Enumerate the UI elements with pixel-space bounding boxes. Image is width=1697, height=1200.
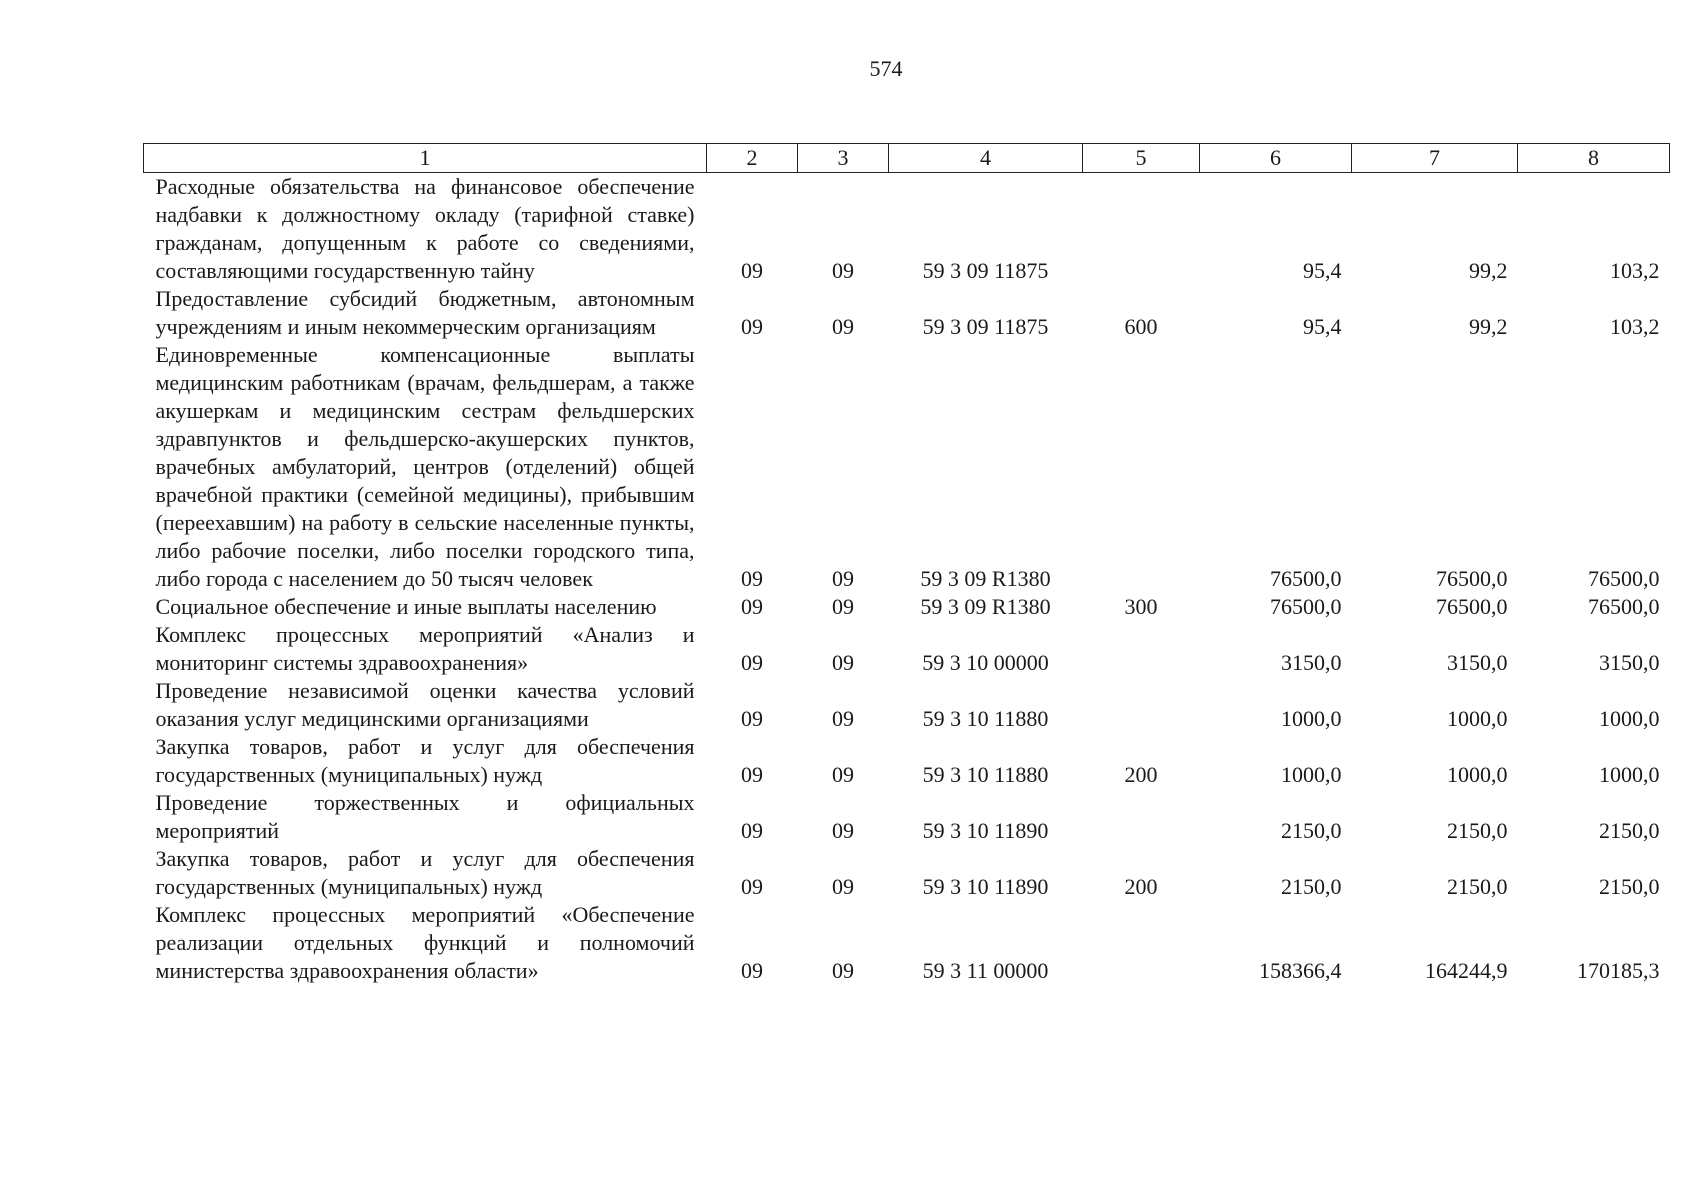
amount-col-8: 2150,0 — [1599, 874, 1660, 899]
target-article-code: 59 3 10 11890 — [922, 874, 1049, 899]
subsection-code: 09 — [832, 706, 854, 731]
amount-col-8: 76500,0 — [1588, 594, 1660, 619]
row-description: Комплекс процессных мероприятий «Обеспечение реализации отдельных функций и полномочий министерства здравоохранения области» — [155, 902, 695, 983]
table-row — [144, 845, 1670, 901]
subsection-code: 09 — [832, 958, 854, 983]
amount-col-6: 95,4 — [1303, 258, 1342, 283]
amount-col-8: 2150,0 — [1599, 818, 1660, 843]
target-article-code: 59 3 09 11875 — [922, 258, 1049, 283]
page-number: 574 — [869, 56, 903, 81]
amount-col-6: 3150,0 — [1281, 650, 1342, 675]
subsection-code: 09 — [832, 650, 854, 675]
row-description: Единовременные компенсационные выплаты медицинским работникам (врачам, фельдшерам, а также акушеркам и медицинским сестрам фельдшерских здравпунктов и фельдшерско-акушерских пунктов, врачебных амбулаторий, центров (отделений) общей врачебной практики (семейной медицины), прибывшим (переехавшим) на работу в сельские населенные пункты, либо рабочие поселки, либо поселки городского типа, либо города с населением до 50 тысяч человек — [155, 342, 695, 591]
expense-type-code — [1083, 901, 1200, 985]
section-code: 09 — [741, 314, 763, 339]
column-header: 2 — [707, 144, 798, 173]
row-description: Социальное обеспечение и иные выплаты населению — [155, 594, 657, 619]
row-description: Закупка товаров, работ и услуг для обеспечения государственных (муниципальных) нужд — [155, 734, 695, 787]
column-header: 3 — [798, 144, 889, 173]
column-header: 8 — [1518, 144, 1670, 173]
amount-col-6: 2150,0 — [1281, 874, 1342, 899]
amount-col-7: 2150,0 — [1447, 818, 1508, 843]
target-article-code: 59 3 10 11880 — [922, 762, 1049, 787]
subsection-code: 09 — [832, 594, 854, 619]
section-code: 09 — [741, 762, 763, 787]
amount-col-6: 2150,0 — [1281, 818, 1342, 843]
column-header: 4 — [889, 144, 1083, 173]
subsection-code: 09 — [832, 762, 854, 787]
section-code: 09 — [741, 594, 763, 619]
table-row — [144, 901, 1670, 985]
amount-col-7: 76500,0 — [1436, 594, 1508, 619]
amount-col-6: 76500,0 — [1270, 566, 1342, 591]
table-row — [144, 677, 1670, 733]
budget-table — [143, 143, 1670, 985]
amount-col-7: 2150,0 — [1447, 874, 1508, 899]
column-header: 1 — [144, 144, 707, 173]
amount-col-7: 99,2 — [1469, 258, 1508, 283]
column-header: 7 — [1352, 144, 1518, 173]
subsection-code: 09 — [832, 874, 854, 899]
amount-col-6: 1000,0 — [1281, 762, 1342, 787]
section-code: 09 — [741, 818, 763, 843]
row-description: Комплекс процессных мероприятий «Анализ и мониторинг системы здравоохранения» — [155, 622, 695, 675]
row-description: Предоставление субсидий бюджетным, автономным учреждениям и иным некоммерческим организациям — [155, 286, 695, 339]
table-row — [144, 789, 1670, 845]
target-article-code: 59 3 11 00000 — [922, 958, 1049, 983]
amount-col-8: 103,2 — [1610, 314, 1660, 339]
target-article-code: 59 3 09 R1380 — [920, 594, 1051, 619]
amount-col-7: 76500,0 — [1436, 566, 1508, 591]
table-header-row — [144, 144, 1670, 173]
amount-col-6: 76500,0 — [1270, 594, 1342, 619]
table-row — [144, 341, 1670, 593]
expense-type-code — [1083, 173, 1200, 286]
table-row — [144, 621, 1670, 677]
table-row — [144, 733, 1670, 789]
amount-col-6: 95,4 — [1303, 314, 1342, 339]
expense-type-code: 300 — [1124, 594, 1158, 619]
amount-col-6: 158366,4 — [1259, 958, 1342, 983]
amount-col-7: 3150,0 — [1447, 650, 1508, 675]
table-row — [144, 593, 1670, 621]
amount-col-8: 103,2 — [1610, 258, 1660, 283]
table-row — [144, 285, 1670, 341]
row-description: Проведение независимой оценки качества условий оказания услуг медицинскими организациями — [155, 678, 695, 731]
amount-col-8: 1000,0 — [1599, 706, 1660, 731]
subsection-code: 09 — [832, 314, 854, 339]
column-header: 5 — [1083, 144, 1200, 173]
section-code: 09 — [741, 650, 763, 675]
section-code: 09 — [741, 706, 763, 731]
table-row — [144, 173, 1670, 286]
row-description: Закупка товаров, работ и услуг для обеспечения государственных (муниципальных) нужд — [155, 846, 695, 899]
target-article-code: 59 3 10 11880 — [922, 706, 1049, 731]
expense-type-code — [1083, 621, 1200, 677]
expense-type-code: 200 — [1124, 874, 1158, 899]
expense-type-code — [1083, 341, 1200, 593]
expense-type-code — [1083, 789, 1200, 845]
amount-col-8: 170185,3 — [1577, 958, 1660, 983]
amount-col-7: 1000,0 — [1447, 706, 1508, 731]
subsection-code: 09 — [832, 258, 854, 283]
subsection-code: 09 — [832, 566, 854, 591]
expense-type-code: 600 — [1124, 314, 1158, 339]
amount-col-7: 164244,9 — [1425, 958, 1508, 983]
amount-col-6: 1000,0 — [1281, 706, 1342, 731]
amount-col-7: 99,2 — [1469, 314, 1508, 339]
amount-col-8: 1000,0 — [1599, 762, 1660, 787]
row-description: Проведение торжественных и официальных мероприятий — [155, 790, 695, 843]
target-article-code: 59 3 09 R1380 — [920, 566, 1051, 591]
amount-col-8: 3150,0 — [1599, 650, 1660, 675]
target-article-code: 59 3 10 11890 — [922, 818, 1049, 843]
amount-col-8: 76500,0 — [1588, 566, 1660, 591]
section-code: 09 — [741, 566, 763, 591]
target-article-code: 59 3 10 00000 — [922, 650, 1049, 675]
target-article-code: 59 3 09 11875 — [922, 314, 1049, 339]
row-description: Расходные обязательства на финансовое обеспечение надбавки к должностному окладу (тарифной ставке) гражданам, допущенным к работе со сведениями, составляющими государственную тайну — [155, 174, 695, 283]
expense-type-code — [1083, 677, 1200, 733]
section-code: 09 — [741, 258, 763, 283]
column-header: 6 — [1200, 144, 1352, 173]
section-code: 09 — [741, 958, 763, 983]
subsection-code: 09 — [832, 818, 854, 843]
expense-type-code: 200 — [1124, 762, 1158, 787]
section-code: 09 — [741, 874, 763, 899]
amount-col-7: 1000,0 — [1447, 762, 1508, 787]
